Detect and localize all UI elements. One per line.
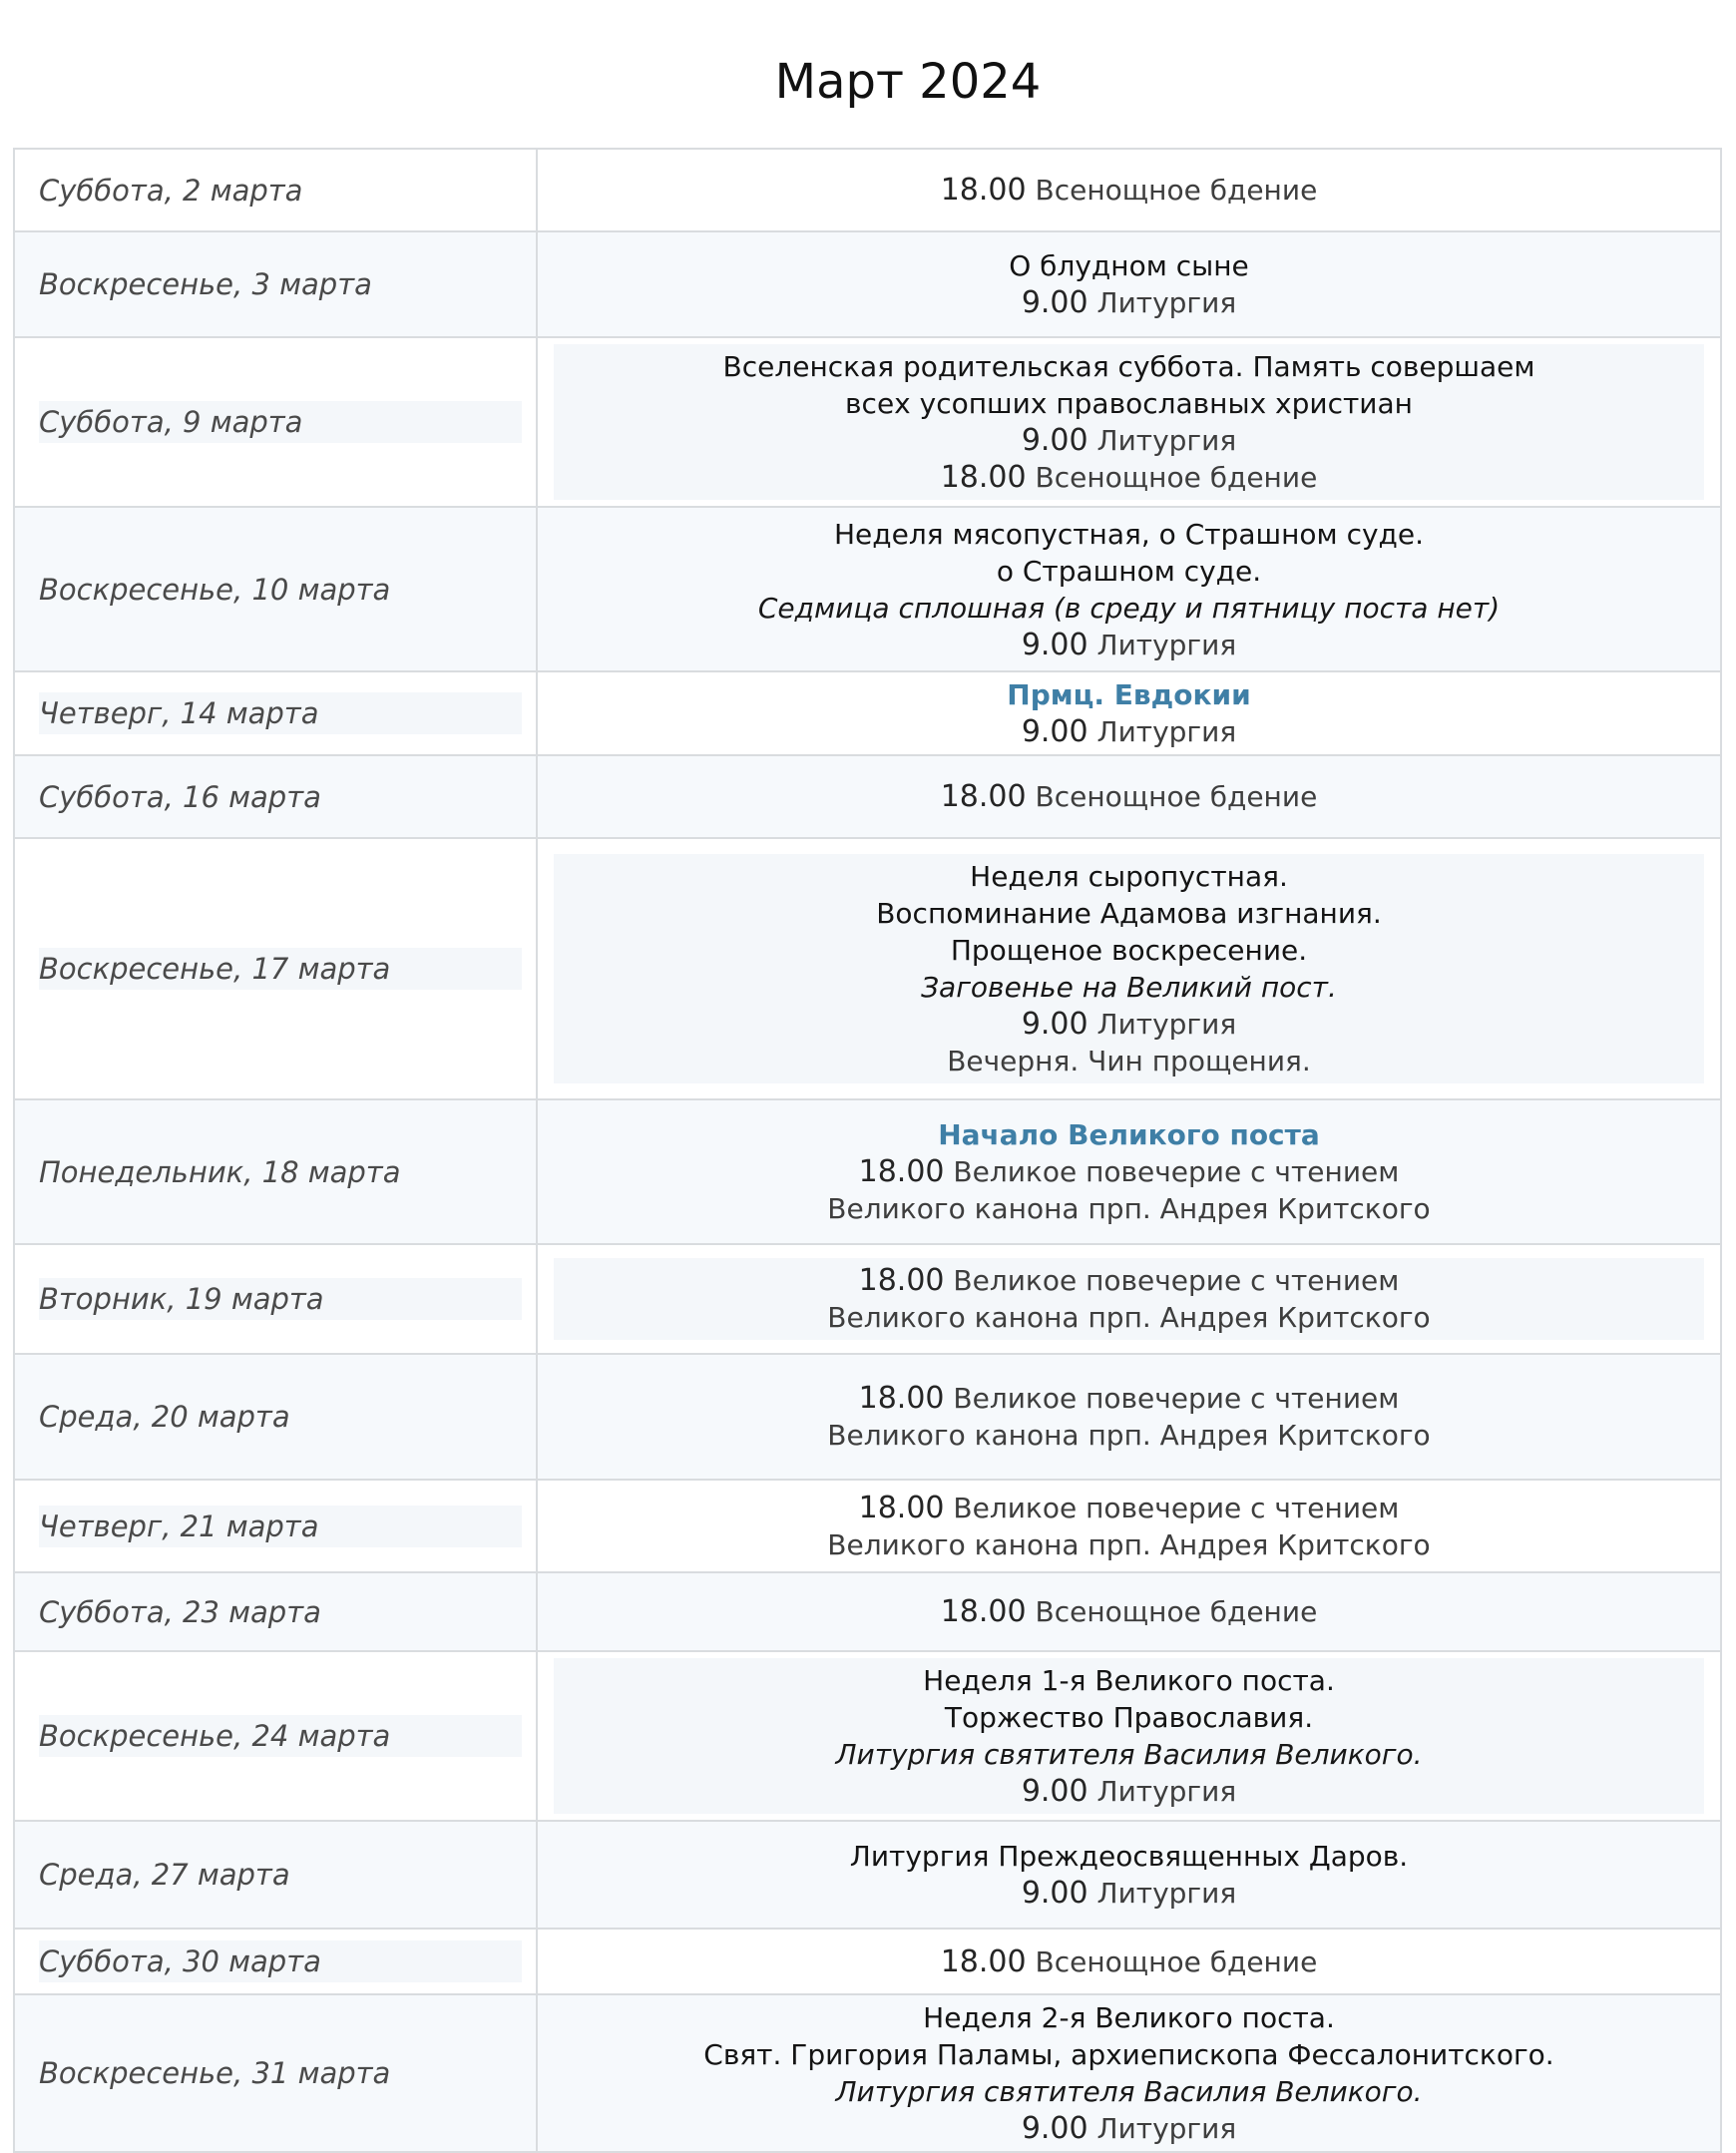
service-text: Всенощное бдение — [1035, 174, 1318, 207]
date-label: Четверг, 14 марта — [39, 692, 522, 734]
services-cell — [537, 1099, 1721, 1244]
services-cell — [537, 1929, 1721, 1994]
liturgy-note: Литургия святителя Василия Великого. — [835, 2075, 1423, 2108]
date-cell — [14, 1994, 537, 2152]
schedule-row — [14, 1929, 1721, 1994]
service-time: 9.00 — [1021, 285, 1088, 320]
services-cell — [537, 507, 1721, 671]
service-time: 9.00 — [1021, 627, 1088, 662]
feast-title: Неделя сыропустная. — [970, 860, 1288, 893]
service-text: Литургия — [1096, 1775, 1237, 1808]
date-label: Воскресенье, 31 марта — [39, 2056, 391, 2090]
feast-title: всех усопших православных христиан — [845, 387, 1413, 420]
page-title: Март 2024 — [774, 54, 1042, 110]
date-label: Понедельник, 18 марта — [39, 1154, 401, 1189]
service-time: 9.00 — [1021, 714, 1088, 749]
schedule-row — [14, 149, 1721, 231]
date-cell — [14, 1099, 537, 1244]
date-cell — [14, 755, 537, 838]
service-text: Всенощное бдение — [1035, 1595, 1318, 1628]
schedule-row — [14, 337, 1721, 507]
feast-title: Начало Великого поста — [938, 1118, 1320, 1151]
schedule-row — [14, 1354, 1721, 1480]
date-label: Среда, 20 марта — [39, 1400, 290, 1434]
date-cell — [14, 671, 537, 755]
feast-title: Прмц. Евдокии — [1007, 678, 1251, 711]
services-cell — [537, 1354, 1721, 1480]
service-text: Литургия — [1096, 1008, 1237, 1041]
feast-title: Торжество Православия. — [944, 1701, 1314, 1734]
service-time: 9.00 — [1021, 2111, 1088, 2146]
service-text: Великое повечерие с чтением — [944, 1382, 1400, 1415]
service-text: Великое повечерие с чтением — [953, 1491, 1400, 1524]
date-label: Суббота, 16 марта — [39, 779, 321, 814]
feast-title: Неделя 2-я Великого поста. — [923, 2001, 1335, 2034]
service-time: 18.00 — [940, 779, 1027, 814]
date-label: Суббота, 9 марта — [39, 401, 522, 443]
services-cell — [537, 1480, 1721, 1572]
date-label: Суббота, 30 марта — [39, 1940, 522, 1982]
date-label: Воскресенье, 3 марта — [39, 267, 372, 301]
feast-title: Воспоминание Адамова изгнания. — [876, 897, 1382, 930]
service-text: Великого канона прп. Андрея Критского — [827, 1527, 1431, 1561]
schedule-row — [14, 1994, 1721, 2152]
date-label: Вторник, 19 марта — [39, 1278, 522, 1320]
services-cell — [537, 337, 1721, 507]
date-cell — [14, 337, 537, 507]
schedule-row — [14, 1572, 1721, 1651]
date-label: Воскресенье, 10 марта — [39, 572, 391, 607]
service-text: Великого канона прп. Андрея Критского — [827, 1192, 1431, 1225]
date-cell — [14, 1572, 537, 1651]
service-text: Литургия — [1096, 1877, 1237, 1910]
feast-title: Литургия Преждеосвященных Даров. — [849, 1840, 1409, 1873]
service-time: 9.00 — [1021, 1007, 1088, 1042]
date-label: Суббота, 23 марта — [39, 1594, 321, 1629]
schedule-row — [14, 1651, 1721, 1821]
service-text: Великого канона прп. Андрея Критского — [827, 1419, 1431, 1452]
feast-title: о Страшном суде. — [996, 554, 1262, 588]
schedule-row — [14, 671, 1721, 755]
service-time: 18.00 — [940, 1594, 1027, 1629]
feast-title: Неделя 1-я Великого поста. — [923, 1664, 1335, 1697]
schedule-row — [14, 231, 1721, 337]
date-cell — [14, 507, 537, 671]
services-cell — [537, 1244, 1721, 1354]
services-cell — [537, 755, 1721, 838]
schedule-row — [14, 1480, 1721, 1572]
schedule-row — [14, 1244, 1721, 1354]
service-time: 9.00 — [1021, 1876, 1088, 1911]
service-text: Литургия — [1096, 2112, 1237, 2145]
schedule-table — [13, 148, 1722, 2153]
date-label: Воскресенье, 17 марта — [39, 948, 522, 990]
feast-title: Прощеное воскресение. — [950, 934, 1308, 967]
date-cell — [14, 838, 537, 1099]
schedule-row — [14, 838, 1721, 1099]
date-cell — [14, 1354, 537, 1480]
service-time: 18.00 — [858, 1154, 945, 1189]
date-cell — [14, 1651, 537, 1821]
feast-title: О блудном сыне — [1009, 249, 1249, 282]
date-cell — [14, 1929, 537, 1994]
liturgy-note: Литургия святителя Василия Великого. — [835, 1738, 1423, 1771]
schedule-row — [14, 507, 1721, 671]
services-cell — [537, 838, 1721, 1099]
service-text: Литургия — [1096, 286, 1237, 319]
fast-note: Заговенье на Великий пост. — [921, 971, 1337, 1004]
services-cell — [537, 1821, 1721, 1929]
date-label: Воскресенье, 24 марта — [39, 1715, 522, 1757]
date-cell — [14, 1480, 537, 1572]
service-text: Литургия — [1096, 715, 1237, 748]
service-text: Всенощное бдение — [1035, 780, 1318, 813]
services-cell — [537, 231, 1721, 337]
schedule-row — [14, 755, 1721, 838]
service-text: Всенощное бдение — [1035, 1944, 1318, 1978]
services-cell — [537, 1651, 1721, 1821]
service-time: 18.00 — [940, 1943, 1027, 1979]
date-label: Суббота, 2 марта — [39, 173, 303, 208]
date-label: Среда, 27 марта — [39, 1858, 290, 1892]
date-cell — [14, 1244, 537, 1354]
service-time: 9.00 — [1021, 423, 1088, 458]
date-cell — [14, 231, 537, 337]
service-text: Всенощное бдение — [1035, 461, 1318, 494]
date-cell — [14, 149, 537, 231]
service-time: 18.00 — [858, 1381, 945, 1416]
service-time: 18.00 — [940, 173, 1027, 208]
feast-title: Вселенская родительская суббота. Память совершаем — [722, 350, 1535, 383]
service-time: 18.00 — [940, 460, 1027, 495]
schedule-row — [14, 1821, 1721, 1929]
services-cell — [537, 671, 1721, 755]
service-text: Литургия — [1096, 424, 1237, 457]
feast-title: Свят. Григория Паламы, архиепископа Фессалонитского. — [703, 2038, 1554, 2071]
service-text: Вечерня. Чин прощения. — [947, 1045, 1311, 1077]
service-text: Великое повечерие с чтением — [944, 1155, 1400, 1188]
service-time: 9.00 — [1021, 1774, 1088, 1809]
feast-title: Неделя мясопустная, о Страшном суде. — [833, 517, 1425, 551]
service-time: 18.00 — [858, 1490, 945, 1525]
service-time: 18.00 — [858, 1263, 945, 1298]
service-text: Великого канона прп. Андрея Критского — [827, 1301, 1431, 1334]
service-text: Великое повечерие с чтением — [944, 1264, 1400, 1297]
date-label: Четверг, 21 марта — [39, 1506, 522, 1547]
services-cell — [537, 1572, 1721, 1651]
service-text: Литургия — [1096, 628, 1237, 661]
services-cell — [537, 1994, 1721, 2152]
services-cell — [537, 149, 1721, 231]
fast-note: Седмица сплошная (в среду и пятницу поста нет) — [757, 591, 1501, 625]
date-cell — [14, 1821, 537, 1929]
schedule-row — [14, 1099, 1721, 1244]
